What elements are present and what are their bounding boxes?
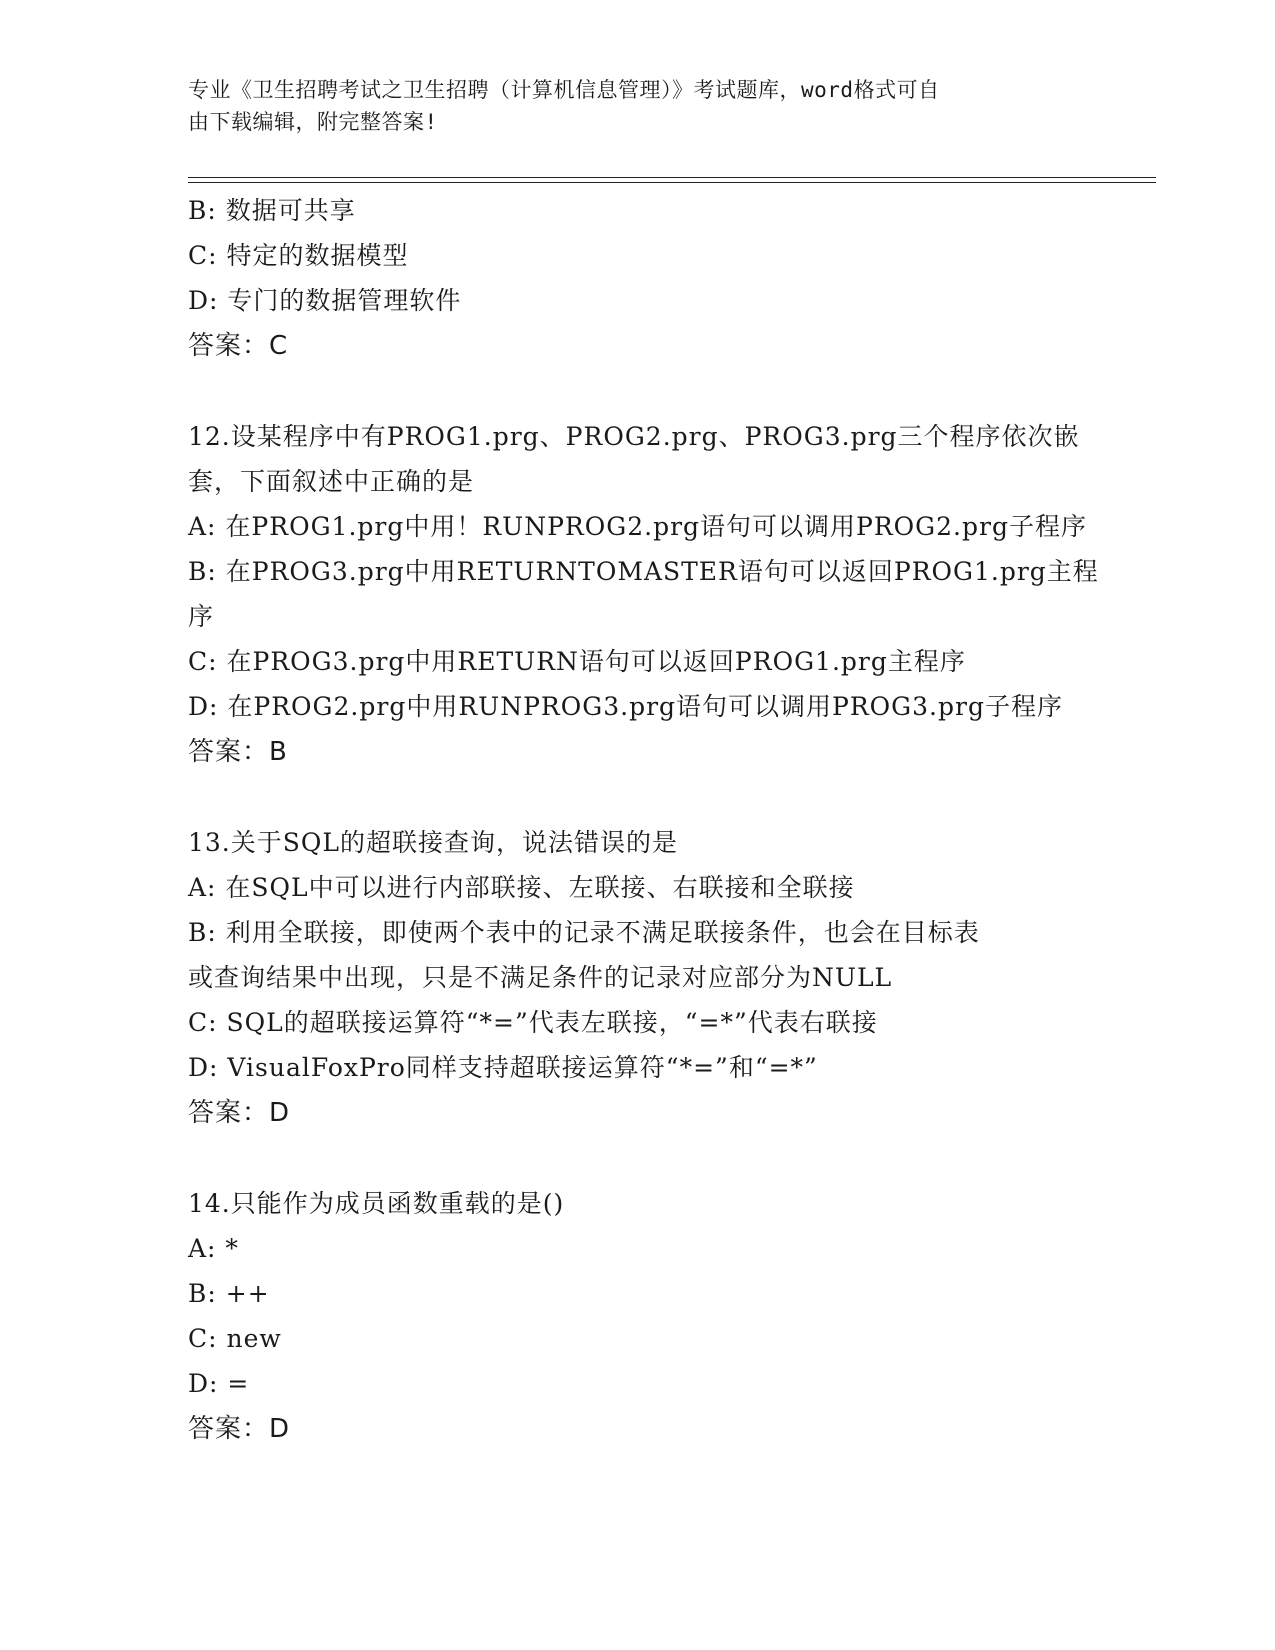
q14-option-b: B: ++ <box>188 1279 270 1308</box>
q11-option-d: D: 专门的数据管理软件 <box>188 286 462 315</box>
q13-option-b-line-1: B: 利用全联接，即使两个表中的记录不满足联接条件，也会在目标表 <box>188 918 980 947</box>
q12-option-a: A: 在PROG1.prg中用！RUNPROG2.prg语句可以调用PROG2.prg子程序 <box>188 512 1087 541</box>
spacer <box>188 1136 1088 1181</box>
q13-option-c: C: SQL的超联接运算符“*=”代表左联接，“=*”代表右联接 <box>188 1008 878 1037</box>
header-divider-top <box>188 177 1156 178</box>
q11-option-c: C: 特定的数据模型 <box>188 241 409 270</box>
q12-option-b-line-2: 序 <box>188 602 215 631</box>
question-list <box>188 188 1099 1452</box>
q14-stem: 14.只能作为成员函数重载的是() <box>188 1189 565 1218</box>
document-header <box>188 74 1088 138</box>
question-13 <box>188 820 1088 1136</box>
q12-stem-line-1: 12.设某程序中有PROG1.prg、PROG2.prg、PROG3.prg三个程序依次嵌 <box>188 422 1080 451</box>
q14-option-a: A: * <box>188 1234 239 1263</box>
header-divider-bottom <box>188 182 1156 183</box>
question-12 <box>188 414 1099 775</box>
q12-stem-line-2: 套，下面叙述中正确的是 <box>188 467 475 496</box>
q12-option-c: C: 在PROG3.prg中用RETURN语句可以返回PROG1.prg主程序 <box>188 647 966 676</box>
header-line-2: 由下载编辑，附完整答案! <box>188 110 438 134</box>
q13-option-b-line-2: 或查询结果中出现，只是不满足条件的记录对应部分为NULL <box>188 963 893 992</box>
question-11-tail <box>188 188 1088 369</box>
q12-option-b-line-1: B: 在PROG3.prg中用RETURNTOMASTER语句可以返回PROG1.prg主程 <box>188 557 1099 586</box>
q13-option-a: A: 在SQL中可以进行内部联接、左联接、右联接和全联接 <box>188 873 855 902</box>
q13-answer: 答案：D <box>188 1098 291 1128</box>
q14-answer: 答案：D <box>188 1414 291 1444</box>
q12-answer: 答案：B <box>188 737 288 767</box>
question-14 <box>188 1181 1088 1452</box>
spacer <box>188 775 1088 820</box>
q11-answer: 答案：C <box>188 331 289 361</box>
q14-option-d: D: = <box>188 1369 250 1398</box>
q13-option-d: D: VisualFoxPro同样支持超联接运算符“*=”和“=*” <box>188 1053 818 1082</box>
q12-option-d: D: 在PROG2.prg中用RUNPROG3.prg语句可以调用PROG3.prg子程序 <box>188 692 1063 721</box>
spacer <box>188 369 1088 414</box>
q11-option-b: B: 数据可共享 <box>188 196 356 225</box>
q14-option-c: C: new <box>188 1324 282 1353</box>
q13-stem: 13.关于SQL的超联接查询，说法错误的是 <box>188 828 678 857</box>
header-line-1: 专业《卫生招聘考试之卫生招聘（计算机信息管理）》考试题库，word格式可自 <box>188 78 940 102</box>
